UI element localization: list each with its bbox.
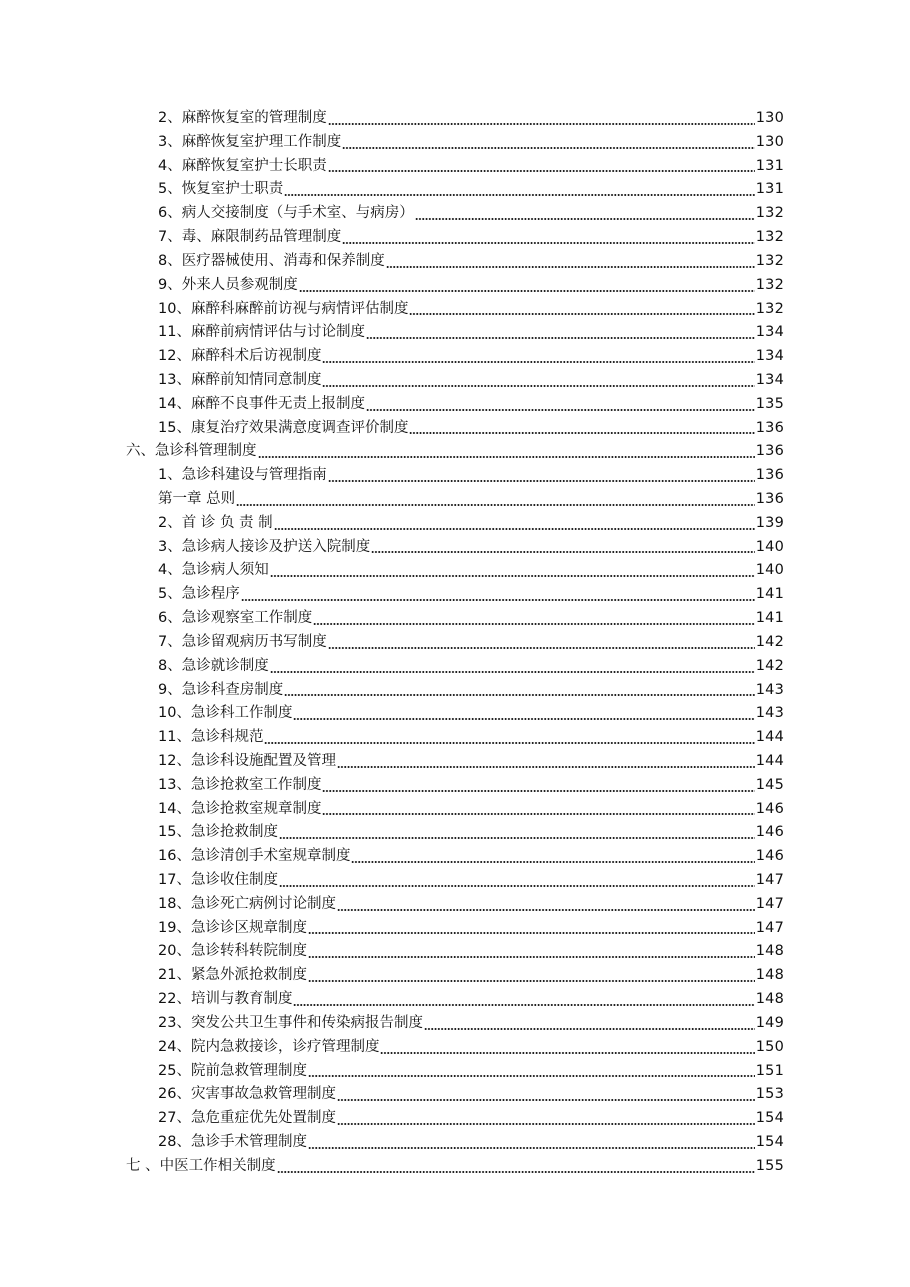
dot-leader bbox=[270, 671, 755, 673]
toc-entry-title: 3、麻醉恢复室护理工作制度 bbox=[158, 133, 342, 150]
toc-page-number: 130 bbox=[755, 110, 784, 126]
toc-entry[interactable] bbox=[0, 250, 910, 274]
toc-entry-title: 9、急诊科查房制度 bbox=[158, 681, 284, 698]
dot-leader bbox=[308, 1075, 755, 1077]
dot-leader bbox=[337, 1123, 755, 1125]
toc-entry-title: 11、麻醉前病情评估与讨论制度 bbox=[158, 324, 365, 341]
toc-entry-title: 1、急诊科建设与管理指南 bbox=[158, 467, 327, 484]
dot-leader bbox=[293, 718, 754, 720]
toc-entry-title: 13、麻醉前知情同意制度 bbox=[158, 371, 322, 388]
toc-entry-title: 22、培训与教育制度 bbox=[158, 991, 293, 1008]
toc-entry-title: 19、急诊诊区规章制度 bbox=[158, 919, 307, 936]
dot-leader bbox=[279, 837, 755, 839]
toc-page-number: 143 bbox=[755, 681, 784, 698]
toc-entry-title: 7、毒、麻限制药品管理制度 bbox=[158, 229, 342, 246]
toc-entry[interactable] bbox=[0, 964, 910, 988]
dot-leader bbox=[274, 528, 755, 530]
toc-page-number: 146 bbox=[755, 848, 784, 865]
toc-entry-title: 15、康复治疗效果满意度调查评价制度 bbox=[158, 419, 409, 436]
toc-entry[interactable] bbox=[0, 512, 910, 536]
toc-page-number: 143 bbox=[755, 705, 784, 722]
toc-page-number: 144 bbox=[755, 752, 784, 769]
dot-leader bbox=[415, 218, 755, 220]
dot-leader bbox=[337, 1099, 755, 1101]
dot-leader bbox=[386, 266, 755, 268]
toc-page-number: 132 bbox=[755, 229, 784, 246]
toc-entry-title: 六、急诊科管理制度 bbox=[126, 443, 257, 460]
toc-entry-title: 25、院前急救管理制度 bbox=[158, 1062, 307, 1079]
toc-entry-title: 11、急诊科规范 bbox=[158, 729, 264, 746]
toc-page-number: 146 bbox=[755, 824, 784, 841]
toc-entry-title: 5、恢复室护士职责 bbox=[158, 181, 284, 198]
dot-leader bbox=[258, 456, 755, 458]
dot-leader bbox=[279, 885, 755, 887]
dot-leader bbox=[409, 313, 754, 315]
toc-entry-title: 七 、中医工作相关制度 bbox=[126, 1157, 276, 1174]
toc-entry-title: 4、麻醉恢复室护士长职责 bbox=[158, 157, 327, 174]
toc-page-number: 132 bbox=[755, 276, 784, 293]
dot-leader bbox=[328, 647, 755, 649]
toc-entry-title: 20、急诊转科转院制度 bbox=[158, 943, 307, 960]
dot-leader bbox=[308, 980, 755, 982]
dot-leader bbox=[342, 147, 754, 149]
toc-entry[interactable] bbox=[0, 702, 910, 726]
toc-entry-title: 17、急诊收住制度 bbox=[158, 872, 278, 888]
toc-entry-title: 6、病人交接制度（与手术室、与病房） bbox=[158, 205, 414, 222]
toc-page-number: 153 bbox=[755, 1086, 784, 1103]
toc-entry-title: 26、灾害事故急救管理制度 bbox=[158, 1086, 336, 1103]
toc-page-number: 148 bbox=[755, 943, 784, 960]
toc-entry-title: 7、急诊留观病历书写制度 bbox=[158, 633, 327, 650]
toc-entry[interactable] bbox=[0, 726, 910, 750]
toc-page-number: 132 bbox=[755, 300, 784, 317]
dot-leader bbox=[322, 361, 754, 363]
toc-entry[interactable] bbox=[0, 226, 910, 250]
toc-entry[interactable] bbox=[0, 107, 910, 131]
toc-entry-title: 6、急诊观察室工作制度 bbox=[158, 610, 313, 627]
toc-page-number: 136 bbox=[755, 491, 784, 507]
dot-leader bbox=[313, 623, 754, 625]
toc-entry[interactable] bbox=[0, 321, 910, 345]
toc-page-number: 132 bbox=[755, 205, 784, 222]
dot-leader bbox=[328, 480, 755, 482]
toc-page-number: 147 bbox=[755, 872, 784, 888]
toc-entry[interactable] bbox=[0, 583, 910, 607]
dot-leader bbox=[308, 932, 755, 934]
toc-entry[interactable] bbox=[0, 274, 910, 298]
toc-entry-title: 8、医疗器械使用、消毒和保养制度 bbox=[158, 252, 385, 269]
table-of-contents bbox=[0, 107, 910, 1179]
toc-entry-title: 12、麻醉科术后访视制度 bbox=[158, 348, 322, 365]
toc-entry[interactable] bbox=[0, 1131, 910, 1155]
toc-entry-title: 14、急诊抢救室规章制度 bbox=[158, 800, 322, 817]
toc-entry[interactable] bbox=[0, 536, 910, 560]
toc-page-number: 131 bbox=[755, 157, 784, 174]
toc-entry[interactable] bbox=[0, 1036, 910, 1060]
dot-leader bbox=[322, 790, 754, 792]
dot-leader bbox=[284, 194, 754, 196]
dot-leader bbox=[277, 1171, 755, 1173]
toc-entry[interactable] bbox=[0, 417, 910, 441]
dot-leader bbox=[424, 1028, 755, 1030]
toc-entry[interactable] bbox=[0, 750, 910, 774]
toc-page-number: 145 bbox=[755, 776, 784, 793]
toc-entry[interactable] bbox=[0, 798, 910, 822]
toc-entry-title: 18、急诊死亡病例讨论制度 bbox=[158, 895, 336, 912]
toc-entry[interactable] bbox=[0, 631, 910, 655]
toc-page-number: 134 bbox=[755, 324, 784, 341]
dot-leader bbox=[284, 694, 754, 696]
toc-entry[interactable] bbox=[0, 607, 910, 631]
dot-leader bbox=[236, 504, 755, 506]
toc-entry-title: 5、急诊程序 bbox=[158, 586, 240, 603]
toc-entry-title: 10、急诊科工作制度 bbox=[158, 705, 293, 722]
toc-entry-title: 27、急危重症优先处置制度 bbox=[158, 1110, 336, 1127]
toc-entry[interactable] bbox=[0, 345, 910, 369]
toc-entry-title: 16、急诊清创手术室规章制度 bbox=[158, 848, 351, 865]
dot-leader bbox=[371, 551, 754, 553]
dot-leader bbox=[366, 337, 755, 339]
toc-entry[interactable] bbox=[0, 869, 910, 893]
dot-leader bbox=[270, 575, 755, 577]
toc-section-entry[interactable] bbox=[0, 1155, 910, 1179]
toc-entry-title: 9、外来人员参观制度 bbox=[158, 276, 298, 293]
toc-entry[interactable] bbox=[0, 178, 910, 202]
toc-page-number: 136 bbox=[755, 467, 784, 484]
toc-entry-title: 23、突发公共卫生事件和传染病报告制度 bbox=[158, 1014, 423, 1031]
toc-entry-title: 14、麻醉不良事件无责上报制度 bbox=[158, 395, 365, 412]
toc-page-number: 140 bbox=[755, 538, 784, 555]
dot-leader bbox=[293, 1004, 754, 1006]
toc-entry-title: 21、紧急外派抢救制度 bbox=[158, 967, 307, 984]
toc-entry[interactable] bbox=[0, 559, 910, 583]
toc-page-number: 132 bbox=[755, 252, 784, 269]
toc-entry[interactable] bbox=[0, 155, 910, 179]
toc-page-number: 141 bbox=[755, 586, 784, 603]
toc-entry-title: 2、首 诊 负 责 制 bbox=[158, 514, 273, 531]
toc-page-number: 140 bbox=[755, 562, 784, 579]
toc-page-number: 147 bbox=[755, 895, 784, 912]
toc-entry-title: 2、麻醉恢复室的管理制度 bbox=[158, 110, 327, 126]
toc-entry[interactable] bbox=[0, 940, 910, 964]
toc-entry[interactable] bbox=[0, 821, 910, 845]
toc-section-entry[interactable] bbox=[0, 440, 910, 464]
toc-entry-title: 15、急诊抢救制度 bbox=[158, 824, 278, 841]
toc-entry-title: 第一章 总则 bbox=[158, 491, 236, 507]
dot-leader bbox=[351, 861, 754, 863]
toc-entry[interactable] bbox=[0, 393, 910, 417]
toc-page-number: 154 bbox=[755, 1110, 784, 1127]
toc-page-number: 142 bbox=[755, 633, 784, 650]
dot-leader bbox=[328, 170, 755, 172]
dot-leader bbox=[366, 409, 755, 411]
toc-entry[interactable] bbox=[0, 1060, 910, 1084]
toc-page-number: 148 bbox=[755, 991, 784, 1008]
toc-entry-title: 4、急诊病人须知 bbox=[158, 562, 269, 579]
dot-leader bbox=[328, 123, 755, 125]
toc-entry[interactable] bbox=[0, 774, 910, 798]
toc-entry[interactable] bbox=[0, 655, 910, 679]
toc-page-number: 136 bbox=[755, 443, 784, 460]
toc-page-number: 155 bbox=[755, 1157, 784, 1174]
toc-page-number: 150 bbox=[755, 1038, 784, 1055]
toc-entry[interactable] bbox=[0, 845, 910, 869]
toc-entry[interactable] bbox=[0, 298, 910, 322]
toc-page-number: 130 bbox=[755, 133, 784, 150]
toc-entry[interactable] bbox=[0, 893, 910, 917]
toc-page-number: 146 bbox=[755, 800, 784, 817]
toc-entry-title: 8、急诊就诊制度 bbox=[158, 657, 269, 674]
toc-entry[interactable] bbox=[0, 464, 910, 488]
toc-entry-title: 3、急诊病人接诊及护送入院制度 bbox=[158, 538, 371, 555]
toc-entry[interactable] bbox=[0, 131, 910, 155]
toc-page-number: 131 bbox=[755, 181, 784, 198]
dot-leader bbox=[308, 956, 755, 958]
toc-page-number: 139 bbox=[755, 514, 784, 531]
toc-entry-title: 24、院内急救接诊，诊疗管理制度 bbox=[158, 1038, 380, 1055]
toc-page-number: 141 bbox=[755, 610, 784, 627]
toc-entry[interactable] bbox=[0, 1107, 910, 1131]
toc-entry[interactable] bbox=[0, 1012, 910, 1036]
dot-leader bbox=[241, 599, 755, 601]
toc-page-number: 147 bbox=[755, 919, 784, 936]
toc-entry[interactable] bbox=[0, 988, 910, 1012]
toc-page-number: 144 bbox=[755, 729, 784, 746]
toc-page-number: 134 bbox=[755, 348, 784, 365]
toc-page-number: 135 bbox=[755, 395, 784, 412]
toc-page-number: 154 bbox=[755, 1133, 784, 1150]
dot-leader bbox=[308, 1147, 755, 1149]
toc-page-number: 142 bbox=[755, 657, 784, 674]
toc-entry[interactable] bbox=[0, 679, 910, 703]
toc-page-number: 151 bbox=[755, 1062, 784, 1079]
dot-leader bbox=[409, 432, 754, 434]
dot-leader bbox=[322, 813, 754, 815]
toc-entry-title: 12、急诊科设施配置及管理 bbox=[158, 752, 336, 769]
toc-page-number: 134 bbox=[755, 371, 784, 388]
toc-entry[interactable] bbox=[0, 488, 910, 512]
toc-page-number: 149 bbox=[755, 1014, 784, 1031]
toc-entry-title: 28、急诊手术管理制度 bbox=[158, 1133, 307, 1150]
toc-entry[interactable] bbox=[0, 917, 910, 941]
toc-page-number: 136 bbox=[755, 419, 784, 436]
dot-leader bbox=[322, 385, 754, 387]
dot-leader bbox=[337, 766, 755, 768]
dot-leader bbox=[380, 1052, 754, 1054]
toc-entry-title: 10、麻醉科麻醉前访视与病情评估制度 bbox=[158, 300, 409, 317]
dot-leader bbox=[299, 290, 755, 292]
toc-entry-title: 13、急诊抢救室工作制度 bbox=[158, 776, 322, 793]
toc-page-number: 148 bbox=[755, 967, 784, 984]
dot-leader bbox=[342, 242, 754, 244]
toc-entry[interactable] bbox=[0, 369, 910, 393]
toc-entry[interactable] bbox=[0, 1083, 910, 1107]
toc-entry[interactable] bbox=[0, 202, 910, 226]
dot-leader bbox=[337, 909, 755, 911]
dot-leader bbox=[264, 742, 754, 744]
